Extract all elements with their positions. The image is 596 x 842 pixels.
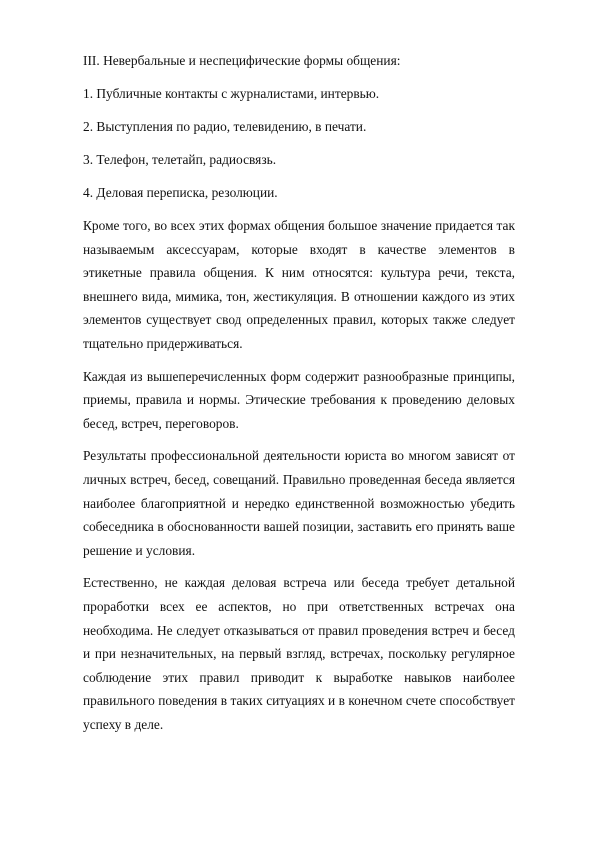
- body-paragraph: Результаты профессиональной деятельности юриста во многом зависят от личных встреч, бесед, совещаний. Правильно проведенная беседа является наиболее благоприятной и нередко единственной возможностью убедить собеседника в обоснованности вашей позиции, заставить его принять ваше решение и условия.: [83, 448, 515, 558]
- document-page: [83, 52, 515, 745]
- body-paragraph: Кроме того, во всех этих формах общения большое значение придается так называемым аксессуарам, которые входят в качестве элементов в этикетные правила общения. К ним относятся: культура речи, текста, внешнего вида, мимика, тон, жестикуляция. В отношении каждого из этих элементов существует свод определенных правил, которых также следует тщательно придерживаться.: [83, 218, 515, 351]
- list-item: 3. Телефон, телетайп, радиосвязь.: [83, 152, 277, 167]
- list-item: 1. Публичные контакты с журналистами, интервью.: [83, 86, 380, 101]
- section-heading: III. Невербальные и неспецифические формы общения:: [83, 53, 401, 68]
- body-paragraph: Естественно, не каждая деловая встреча или беседа требует детальной проработки всех ее аспектов, но при ответственных встречах она необходима. Не следует отказываться от правил проведения встреч и бесед и при незначительных, на первый взгляд, встречах, поскольку регулярное соблюдение этих правил приводит к выработке навыков наиболее правильного поведения в таких ситуациях и в конечном счете способствует успеху в деле.: [83, 575, 515, 732]
- list-item: 4. Деловая переписка, резолюции.: [83, 185, 278, 200]
- list-item: 2. Выступления по радио, телевидению, в печати.: [83, 119, 367, 134]
- body-paragraph: Каждая из вышеперечисленных форм содержит разнообразные принципы, приемы, правила и нормы. Этические требования к проведению деловых бесед, встреч, переговоров.: [83, 368, 515, 431]
